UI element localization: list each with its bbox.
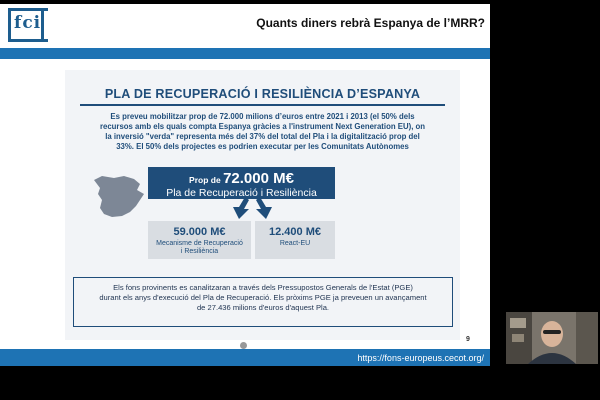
main-prefix: Prop de (189, 175, 221, 185)
heading-underline (80, 104, 445, 106)
react-eu-amount: 12.400 M€ (269, 226, 321, 238)
intro-paragraph (80, 112, 445, 152)
main-label: Pla de Recuperació i Resiliència (166, 187, 317, 199)
main-heading: PLA DE RECUPERACIÓ I RESILIÈNCIA D’ESPANYA (104, 87, 421, 101)
page-number: 9 (466, 336, 470, 343)
slide-title: Quants diners rebrà Espanya de l’MRR? (256, 16, 485, 30)
presentation-slide (0, 4, 490, 366)
funds-info-box (73, 277, 453, 327)
funds-text (74, 278, 452, 313)
presenter-video-icon (506, 312, 598, 364)
logo-text: fci (14, 13, 42, 33)
webcam-feed (506, 312, 598, 364)
intro-line: Es preveu mobilitzar prop de 72.000 milions d’euros entre 2021 i 2013 (el 50% dels (110, 112, 415, 121)
react-eu-label: React-EU (279, 240, 311, 247)
bottom-black-bar (0, 366, 600, 400)
funds-line: de 27.436 milions d'euros d'aquest Pla. (196, 303, 330, 312)
main-amount: 72.000 M€ (223, 170, 294, 187)
footer-url[interactable]: https://fons-europeus.cecot.org/ (357, 353, 484, 363)
mrr-label-line: Mecanisme de Recuperació (156, 240, 243, 247)
header-band (0, 48, 490, 59)
intro-line: recursos amb els quals compta Espanya gràcies a l'instrument Next Generation EU), on (99, 122, 426, 131)
intro-line: la inversió "verda" representa més del 37% del total del Pla i la digitalització prop del (105, 132, 420, 141)
intro-line: 33%. El 50% dels projectes es podrien executar per les Comunitats Autònomes (116, 142, 409, 151)
mrr-label (148, 240, 251, 256)
funds-line: Els fons provinents es canalitzaran a través dels Pressupostos Generals de l'Estat (PGE) (113, 283, 413, 292)
split-arrows-icon (225, 197, 280, 221)
mrr-label-line: i Resiliència (180, 248, 219, 255)
mrr-amount: 59.000 M€ (173, 226, 226, 238)
react-eu-box (255, 221, 335, 259)
funds-line: durant els anys d'execució del Pla de Recuperació. Els pròxims PGE ja preveuen un avançament (99, 293, 427, 302)
main-amount-box (148, 167, 335, 199)
mrr-box (148, 221, 251, 259)
cursor-dot (240, 342, 247, 349)
spain-map-icon (90, 170, 150, 222)
